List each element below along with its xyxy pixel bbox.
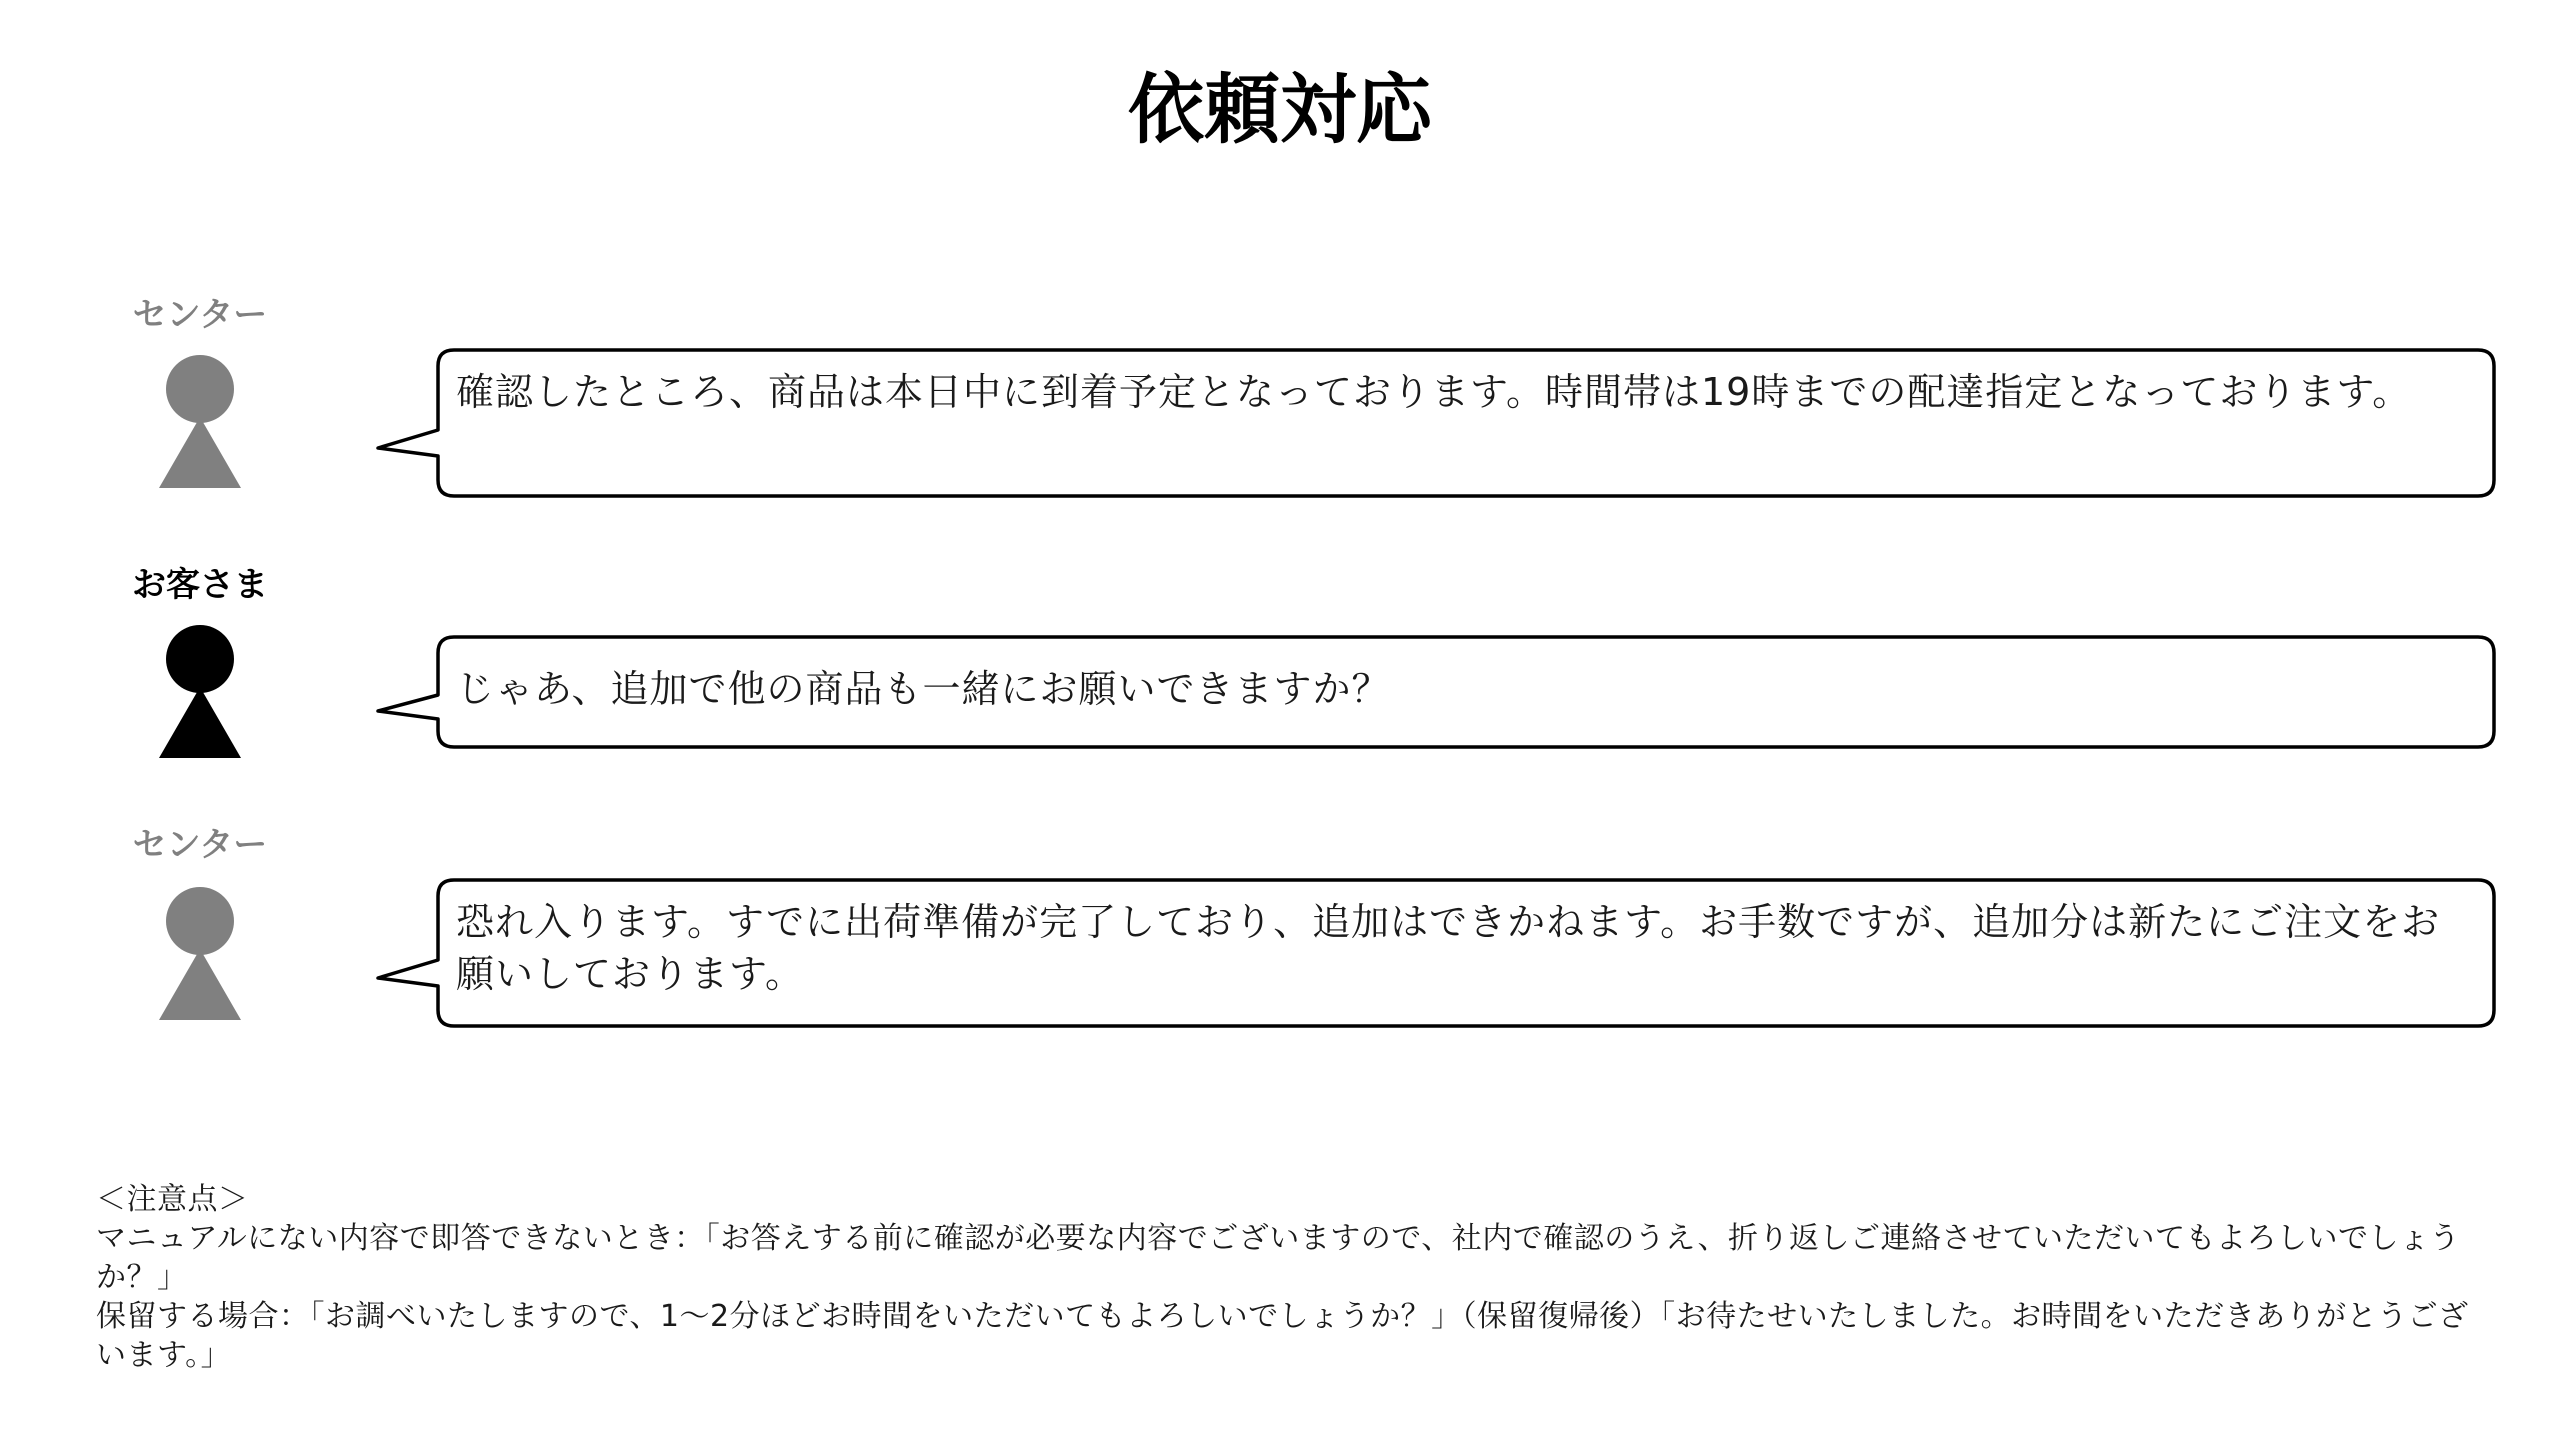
speech-text: 恐れ入ります。すでに出荷準備が完了しており、追加はできかねます。お手数ですが、追加分は新たにご注文をお願いしております。 (456, 900, 2441, 996)
speech-bubble (376, 878, 2496, 1028)
person-icon (155, 625, 245, 760)
speech-text: 確認したところ、商品は本日中に到着予定となっております。時間帯は19時までの配達指定となっております。 (456, 370, 2412, 414)
notes-heading: ＜注意点＞ (96, 1182, 249, 1217)
person-icon (155, 887, 245, 1022)
speech-text: じゃあ、追加で他の商品も一緒にお願いできますか？ (456, 667, 1391, 711)
speech-bubble (376, 635, 2496, 749)
page-title: 依頼対応 (1128, 65, 1432, 154)
person-icon (155, 355, 245, 490)
speaker-label-center: センター (132, 825, 268, 865)
speech-bubble (376, 348, 2496, 498)
notes-line: 保留する場合：「お調べいたしますので、1～2分ほどお時間をいただいてもよろしいでしょうか？」（保留復帰後）「お待たせいたしました。お時間をいただきありがとうございます。」 (96, 1299, 2469, 1373)
notes-section (96, 1180, 2476, 1375)
notes-line: マニュアルにない内容で即答できないとき：「お答えする前に確認が必要な内容でございますので、社内で確認のうえ、折り返しご連絡させていただいてもよろしいでしょうか？」 (96, 1221, 2460, 1295)
speaker-label-center: センター (132, 295, 268, 335)
speaker-label-customer: お客さま (132, 565, 268, 605)
